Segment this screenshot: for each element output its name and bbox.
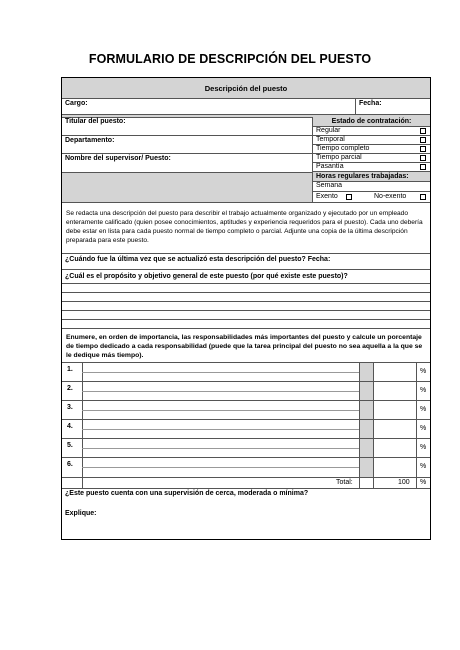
contract-option-label: Tiempo parcial: [316, 154, 362, 161]
percent-field[interactable]: [374, 401, 415, 419]
supervisor-field[interactable]: [64, 154, 311, 172]
checkbox-tiempo-parcial[interactable]: [420, 155, 426, 161]
section-title: Descripción del puesto: [204, 84, 288, 93]
divider: [62, 202, 430, 203]
hours-week-label: Semana: [316, 182, 343, 189]
cargo-label: Cargo:: [65, 100, 88, 107]
divider: [62, 269, 430, 270]
percent-field[interactable]: [374, 458, 415, 476]
guide-line: [82, 429, 359, 430]
row-number: 2.: [67, 385, 73, 392]
exempt-label: Exento: [316, 193, 338, 200]
contract-option-label: Temporal: [316, 136, 345, 143]
contract-option-label: Pasantía: [316, 163, 344, 170]
divider: [312, 117, 313, 202]
total-label: Total:: [336, 479, 353, 486]
checkbox-temporal[interactable]: [420, 137, 426, 143]
row-number: 6.: [67, 461, 73, 468]
last-update-question: ¿Cuándo fue la última vez que se actualizó esta descripción del puesto? Fecha:: [65, 256, 331, 263]
guide-line: [82, 448, 359, 449]
supervision-question: ¿Este puesto cuenta con una supervisión de cerca, moderada o mínima?: [65, 490, 309, 497]
fecha-field[interactable]: [356, 98, 429, 114]
titular-label: Titular del puesto:: [65, 118, 126, 125]
divider: [62, 488, 430, 489]
purpose-question: ¿Cuál es el propósito y objetivo general de este puesto (por qué existe este puesto)?: [65, 273, 348, 280]
row-number: 4.: [67, 423, 73, 430]
answer-line[interactable]: [62, 310, 430, 311]
row-number: 3.: [67, 404, 73, 411]
percent-sign: %: [420, 406, 427, 413]
divider: [62, 172, 312, 173]
percent-sign: %: [420, 463, 427, 470]
checkbox-no-exento[interactable]: [420, 194, 426, 200]
guide-line: [82, 467, 359, 468]
answer-line[interactable]: [62, 301, 430, 302]
divider: [62, 283, 430, 284]
contract-status-header: Estado de contratación:: [331, 118, 412, 125]
divider: [313, 191, 430, 192]
departamento-label: Departamento:: [65, 137, 115, 144]
guide-line: [82, 391, 359, 392]
percent-field[interactable]: [374, 439, 415, 457]
departamento-field[interactable]: [64, 136, 311, 153]
percent-sign: %: [420, 444, 427, 451]
checkbox-regular[interactable]: [420, 128, 426, 134]
percent-field[interactable]: [374, 382, 415, 400]
left-shaded-block: [62, 172, 312, 202]
percent-field[interactable]: [374, 363, 415, 381]
explain-label: Explique:: [65, 510, 97, 517]
percent-sign: %: [420, 387, 427, 394]
titular-field[interactable]: [64, 117, 311, 135]
contract-option-label: Tiempo completo: [316, 145, 370, 152]
explain-field[interactable]: [64, 520, 428, 538]
hours-header: Horas regulares trabajadas:: [316, 173, 409, 180]
guide-line: [82, 372, 359, 373]
percent-sign: %: [420, 425, 427, 432]
answer-line[interactable]: [62, 328, 430, 329]
contract-option-label: Regular: [316, 127, 341, 134]
percent-sign: %: [420, 479, 427, 486]
checkbox-tiempo-completo[interactable]: [420, 146, 426, 152]
cargo-field[interactable]: [64, 98, 354, 114]
instructions-text: Se redacta una descripción del puesto para describir el trabajo actualmente organizado y ejecutado por un empleado enteramente calificado (quien posee conocimientos, aptitudes y experiencia requeridos para el puesto). Cada uno debería debe estar en lista para cada puesto normal de tiempo completo o parcial. Adjunte una copia de la última descripción preparada para este puesto.: [66, 210, 423, 244]
divider: [62, 477, 430, 478]
row-number: 1.: [67, 366, 73, 373]
row-number: 5.: [67, 442, 73, 449]
answer-line[interactable]: [62, 292, 430, 293]
answer-line[interactable]: [62, 319, 430, 320]
last-update-field[interactable]: [64, 254, 428, 269]
responsibilities-question: Enumere, en orden de importancia, las responsabilidades más importantes del puesto y calcule un porcentaje de tiempo dedicado a cada responsabilidad (puede que la tarea principal del puesto no sea aquella a la que se le dedique más tiempo).: [66, 334, 423, 359]
form-title: FORMULARIO DE DESCRIPCIÓN DEL PUESTO: [88, 52, 372, 66]
total-value: 100: [398, 479, 410, 486]
percent-sign: %: [420, 368, 427, 375]
checkbox-exento[interactable]: [346, 194, 352, 200]
supervisor-label: Nombre del supervisor/ Puesto:: [65, 155, 171, 162]
checkbox-pasantia[interactable]: [420, 164, 426, 170]
non-exempt-label: No-exento: [374, 193, 407, 200]
fecha-label: Fecha:: [359, 100, 382, 107]
divider: [62, 114, 430, 115]
percent-field[interactable]: [374, 420, 415, 438]
guide-line: [82, 410, 359, 411]
